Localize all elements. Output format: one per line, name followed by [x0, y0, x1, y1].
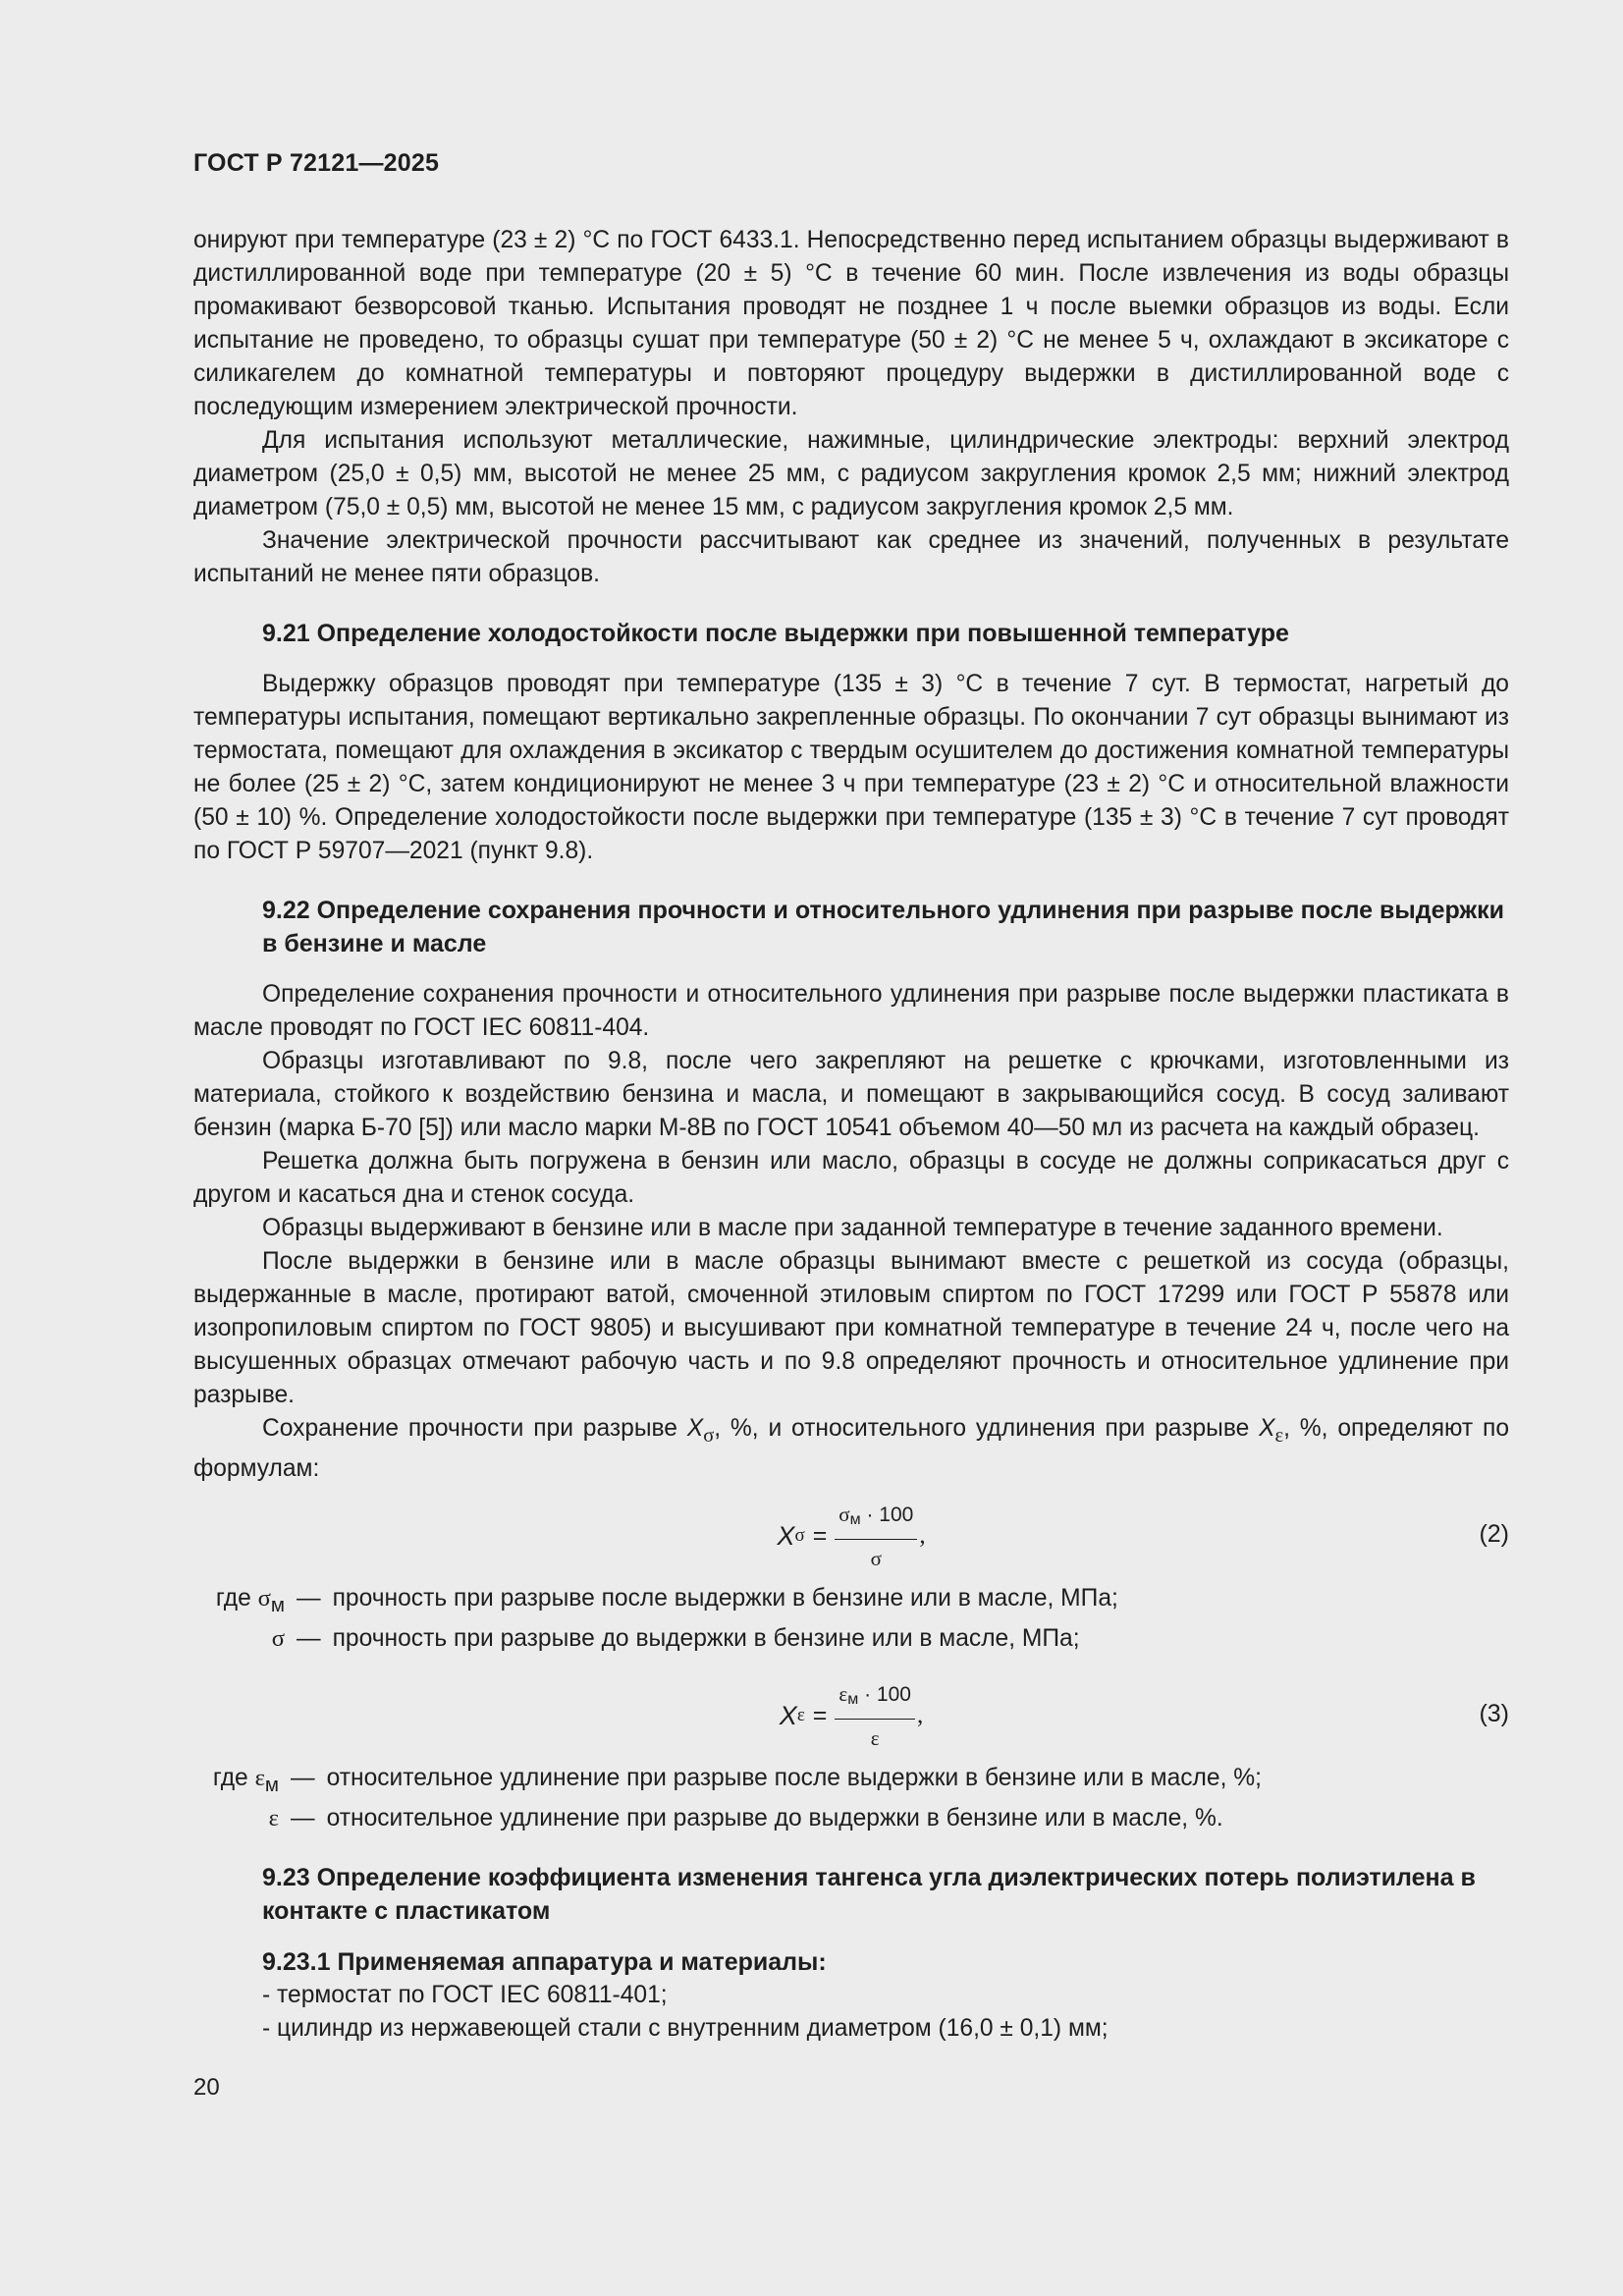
fraction-numerator — [835, 1677, 915, 1720]
formula-equals: = — [812, 1702, 828, 1730]
where-symbol: σ — [257, 1584, 271, 1612]
where-row — [193, 1802, 1509, 1835]
formula-fraction — [835, 1498, 917, 1575]
where-text: относительное удлинение при разрыве до выдержки в бензине или в масле, %. — [326, 1804, 1223, 1831]
where-subscript: м — [270, 1593, 285, 1616]
paragraph: Образцы выдерживают в бензине или в масле при заданной температуре в течение заданного времени. — [262, 1215, 1443, 1241]
formula-equals: = — [812, 1522, 828, 1551]
where-symbol: σ — [271, 1624, 285, 1652]
formula-2 — [193, 1498, 1509, 1570]
symbol-x: X — [1259, 1415, 1275, 1442]
where-text: прочность при разрыве до выдержки в бензине или в масле, МПа; — [332, 1624, 1080, 1652]
paragraph: онируют при температуре (23 ± 2) °C по ГОСТ 6433.1. Непосредственно перед испытанием образцы выдерживают в дистиллированной воде при температуре (20 ± 5) °C в течение 60 мин. После извлечения из воды образцы промакивают безворсовой тканью. Испытания проводят не позднее 1 ч после выемки образцов из воды. Если испытание не проведено, то образцы сушат при температуре (50 ± 2) °C не менее 5 ч, охлаждают в эксикаторе с силикагелем до комнатной температуры и повторяют процедуру выдержки в дистиллированной воде с последующим измерением электрической прочности. — [193, 227, 1509, 420]
where-dash: — — [297, 1584, 321, 1612]
list-item: - термостат по ГОСТ IEC 60811-401; — [262, 1981, 668, 2008]
subsection-heading-9-23-1: 9.23.1 Применяемая аппаратура и материалы: — [262, 1947, 827, 1976]
section-heading-9-23: 9.23 Определение коэффициента изменения тангенса угла диэлектрических потерь полиэтилена в контакте с пластикатом — [262, 1863, 1476, 1925]
paragraph: Значение электрической прочности рассчитывают как среднее из значений, полученных в результате испытаний не менее пяти образцов. — [193, 527, 1509, 587]
where-symbol: ε — [268, 1804, 279, 1831]
where-row — [193, 1762, 1509, 1802]
symbol-x: X — [686, 1415, 704, 1442]
numerator-rest: · 100 — [860, 1503, 914, 1526]
where-symbol: ε — [254, 1764, 265, 1791]
where-text: относительное удлинение при разрыве после выдержки в бензине или в масле, %; — [326, 1764, 1262, 1791]
fraction-denominator: ε — [870, 1725, 880, 1750]
symbol-subscript: σ — [703, 1424, 715, 1447]
where-lead — [193, 1802, 291, 1835]
text-run: Сохранение прочности при разрыве — [262, 1415, 687, 1442]
formula-fraction — [835, 1677, 915, 1755]
where-word: где — [215, 1584, 251, 1612]
paragraph: Для испытания используют металлические, нажимные, цилиндрические электроды: верхний электрод диаметром (25,0 ± 0,5) мм, высотой не менее 25 мм, с радиусом закругления кромок 2,5 мм; нижний электрод диаметром (75,0 ± 0,5) мм, высотой не менее 15 мм, с радиусом закругления кромок 2,5 мм. — [193, 427, 1509, 520]
paragraph-formula-intro — [193, 1412, 1509, 1486]
page-number: 20 — [193, 2074, 220, 2101]
where-dash: — — [297, 1624, 321, 1652]
where-lead — [193, 1622, 297, 1656]
where-row — [193, 1622, 1509, 1656]
where-word: где — [212, 1764, 248, 1791]
paragraph: Решетка должна быть погружена в бензин или масло, образцы в сосуде не должны соприкасаться друг с другом и касаться дна и стенок сосуда. — [193, 1148, 1509, 1208]
where-text: прочность при разрыве после выдержки в бензине или в масле, МПа; — [332, 1584, 1118, 1612]
formula-lhs-subscript: σ — [794, 1525, 805, 1547]
paragraph: После выдержки в бензине или в масле образцы вынимают вместе с решеткой из сосуда (образцы, выдержанные в масле, протирают ватой, смоченной этиловым спиртом по ГОСТ 17299 или ГОСТ Р 55878 или изопропиловым спиртом по ГОСТ 9805) и высушивают при комнатной температуре в течение 24 ч, после чего на высушенных образцах отмечают рабочую часть и по 9.8 определяют прочность и относительное удлинение при разрыве. — [193, 1248, 1509, 1408]
formula-lhs: X — [777, 1521, 795, 1552]
paragraph: Выдержку образцов проводят при температуре (135 ± 3) °C в течение 7 сут. В термостат, нагретый до температуры испытания, помещают вертикально закрепленные образцы. По окончании 7 сут образцы вынимают из термостата, помещают для охлаждения в эксикатор с твердым осушителем до достижения комнатной температуры не более (25 ± 2) °C, затем кондиционируют не менее 3 ч при температуре (23 ± 2) °C и относительной влажности (50 ± 10) %. Определение холодостойкости после выдержки при температуре (135 ± 3) °C в течение 7 сут проводят по ГОСТ Р 59707—2021 (пункт 9.8). — [193, 671, 1509, 864]
numerator-subscript: м — [847, 1690, 859, 1708]
where-subscript: м — [264, 1773, 279, 1796]
document-header: ГОСТ Р 72121—2025 — [193, 149, 440, 177]
numerator-rest: · 100 — [858, 1682, 911, 1706]
formula-number: (2) — [1479, 1519, 1509, 1548]
document-body — [193, 224, 1509, 2046]
fraction-numerator — [835, 1498, 917, 1540]
numerator-symbol: ε — [839, 1681, 848, 1706]
where-dash: — — [291, 1764, 315, 1791]
formula-number: (3) — [1479, 1699, 1509, 1727]
text-run: , %, и относительного удлинения при разрыве — [714, 1415, 1260, 1442]
paragraph: Образцы изготавливают по 9.8, после чего закрепляют на решетке с крючками, изготовленными из материала, стойкого к воздействию бензина и масла, и помещают в закрывающийся сосуд. В сосуд заливают бензин (марка Б-70 [5]) или масло марки М-8В по ГОСТ 10541 объемом 40—50 мл из расчета на каждый образец. — [193, 1048, 1509, 1141]
where-lead — [193, 1582, 297, 1622]
section-heading-9-22: 9.22 Определение сохранения прочности и относительного удлинения при разрыве после выдержки в бензине и масле — [262, 897, 1505, 957]
list-item: - цилиндр из нержавеющей стали с внутренним диаметром (16,0 ± 0,1) мм; — [262, 2014, 1109, 2042]
numerator-symbol: σ — [839, 1502, 850, 1526]
formula-comma: , — [916, 1702, 924, 1729]
paragraph: Определение сохранения прочности и относительного удлинения при разрыве после выдержки пластиката в масле проводят по ГОСТ IEC 60811-404. — [193, 981, 1509, 1041]
symbol-subscript: ε — [1274, 1424, 1284, 1447]
formula-comma: , — [919, 1522, 926, 1550]
where-row — [193, 1582, 1509, 1622]
formula-lhs-subscript: ε — [796, 1705, 805, 1726]
text-run: , %, определяют по формулам: — [193, 1415, 1510, 1482]
section-heading-9-21: 9.21 Определение холодостойкости после выдержки при повышенной температуре — [262, 620, 1289, 647]
numerator-subscript: м — [849, 1510, 861, 1528]
formula-lhs: X — [779, 1701, 797, 1731]
fraction-denominator: σ — [870, 1546, 882, 1570]
where-lead — [193, 1762, 291, 1802]
formula-3 — [193, 1677, 1509, 1750]
where-dash: — — [291, 1804, 315, 1831]
